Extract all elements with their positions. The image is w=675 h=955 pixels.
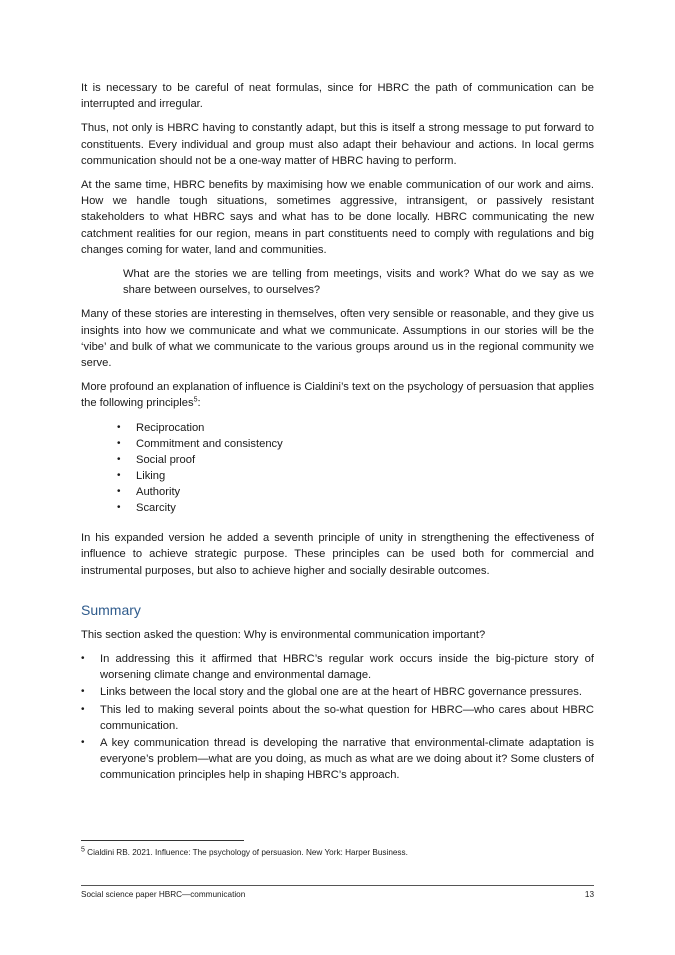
summary-list <box>81 651 594 784</box>
bullet-icon: • <box>81 653 85 665</box>
paragraph-neat-formulas: It is necessary to be careful of neat formulas, since for HBRC the path of communication can be interrupted and irregular. <box>81 82 594 111</box>
bullet-icon: • <box>117 453 121 465</box>
paragraph-benefits: At the same time, HBRC benefits by maximising how we enable communication of our work and aims. How we handle tough situations, sometimes aggressive, intransigent, or passively resistant stakeholders to what HBRC says and what has to be done locally. HBRC communicating the new catchment realities for our region, means in part constituents need to comply with regulations and big changes coming for water, land and communities. <box>81 179 594 256</box>
paragraph-cialdini: More profound an explanation of influence is Cialdini’s text on the psychology of persuasion that applies the following principles$^5$: <box>81 381 594 410</box>
list-item: • Scarcity <box>117 500 594 516</box>
footer-divider <box>81 885 594 886</box>
bullet-icon: • <box>117 502 121 514</box>
list-item: • Links between the local story and the global one are at the heart of HBRC governance pressures. <box>81 684 594 700</box>
document-body <box>81 80 594 785</box>
footnote-number: 5 <box>81 846 85 854</box>
footer-title: Social science paper HBRC—communication <box>81 890 246 899</box>
section-heading-summary: Summary <box>81 601 141 618</box>
footnote: $^5$ Cialdini RB. 2021. Influence: The psychology of persuasion. New York: Harper Business. <box>81 846 408 857</box>
page-number: 13 <box>584 890 594 899</box>
bullet-icon: • <box>117 437 121 449</box>
paragraph-adapt: Thus, not only is HBRC having to constantly adapt, but this is itself a strong message to put forward to constituents. Every individual and group must also adapt their behaviour and actions. In local germs communication should not be a one-way matter of HBRC having to perform. <box>81 122 594 167</box>
bullet-icon: • <box>81 686 85 698</box>
bullet-icon: • <box>117 469 121 481</box>
principles-list <box>81 420 594 517</box>
footnote-reference[interactable]: 5 <box>193 396 198 404</box>
question-item <box>103 266 594 298</box>
list-item: • Commitment and consistency <box>117 436 594 452</box>
checkbox-icon <box>103 266 123 298</box>
footnote-divider <box>81 840 244 841</box>
list-item: • Reciprocation <box>117 420 594 436</box>
bullet-icon: • <box>117 486 121 498</box>
list-item: • In addressing this it affirmed that HBRC’s regular work occurs inside the big-picture story of worsening climate change and environmental damage. <box>81 651 594 683</box>
bullet-icon: • <box>117 421 121 433</box>
page-footer <box>81 889 594 900</box>
paragraph-unity: In his expanded version he added a seventh principle of unity in strengthening the effectiveness of influence to achieve strategic purpose. These principles can be used both for commercial and instrumental purposes, but also to achieve higher and socially desirable outcomes. <box>81 532 594 577</box>
question-text: What are the stories we are telling from meetings, visits and work? What do we say as we share between ourselves, to ourselves? <box>123 268 594 297</box>
list-item: • Liking <box>117 468 594 484</box>
list-item: • Authority <box>117 484 594 500</box>
list-item: • This led to making several points about the so-what question for HBRC—who cares about HBRC communication. <box>81 702 594 734</box>
summary-intro: This section asked the question: Why is environmental communication important? <box>81 628 486 641</box>
bullet-icon: • <box>81 703 85 715</box>
paragraph-stories: Many of these stories are interesting in themselves, often very sensible or reasonable, and they give us insights into how we communicate and what we communicate. Assumptions in our stories will be the ‘vibe’ and bulk of what we communicate to the various groups around us in the regional community we serve. <box>81 308 594 370</box>
list-item: • Social proof <box>117 452 594 468</box>
list-item: • A key communication thread is developing the narrative that environmental-climate adaptation is everyone’s problem—what are you doing, as much as what are we doing about it? Some clusters of communication principles help in shaping HBRC’s approach. <box>81 735 594 784</box>
bullet-icon: • <box>81 737 85 749</box>
